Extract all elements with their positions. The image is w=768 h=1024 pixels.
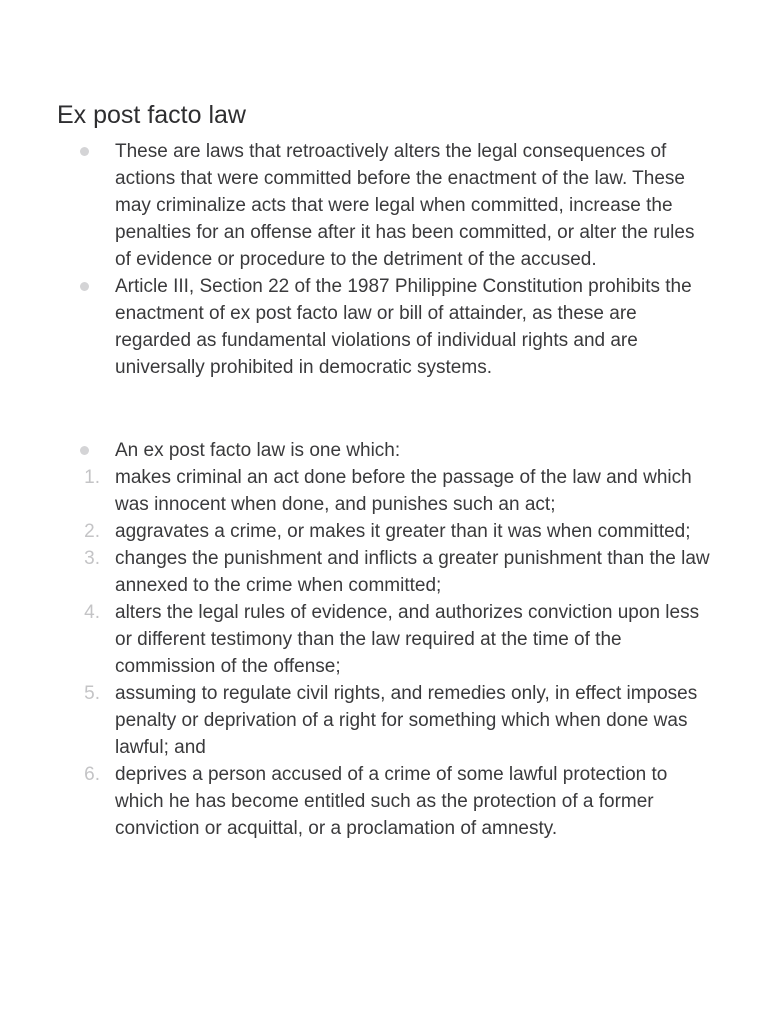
- numbered-item[interactable]: [0, 518, 715, 545]
- bullet-item[interactable]: [0, 273, 715, 381]
- bullet-list-intro: [0, 437, 768, 464]
- item-number: 5.: [84, 683, 100, 704]
- numbered-item[interactable]: [0, 545, 715, 599]
- item-text: assuming to regulate civil rights, and remedies only, in effect imposes penalty or deprivation of a right for something which when done was lawful; and: [115, 683, 698, 758]
- bullet-text: These are laws that retroactively alters the legal consequences of actions that were committed before the enactment of the law. These may criminalize acts that were legal when committed, increase the penalties for an offense after it has been committed, or alter the rules of evidence or procedure to the detriment of the accused.: [115, 141, 695, 270]
- item-text: makes criminal an act done before the passage of the law and which was innocent when done, and punishes such an act;: [115, 467, 692, 515]
- bullet-item[interactable]: [0, 437, 715, 464]
- bullet-text: Article III, Section 22 of the 1987 Philippine Constitution prohibits the enactment of ex post facto law or bill of attainder, as these are regarded as fundamental violations of individual rights and are universally prohibited in democratic systems.: [115, 276, 692, 378]
- item-text: aggravates a crime, or makes it greater than it was when committed;: [115, 521, 691, 542]
- numbered-list: [0, 464, 768, 842]
- item-number: 6.: [84, 764, 100, 785]
- numbered-item[interactable]: [0, 761, 715, 842]
- item-text: alters the legal rules of evidence, and authorizes conviction upon less or different testimony than the law required at the time of the commission of the offense;: [115, 602, 700, 677]
- item-number: 4.: [84, 602, 100, 623]
- numbered-item[interactable]: [0, 680, 715, 761]
- bullet-list: [0, 138, 768, 381]
- numbered-item[interactable]: [0, 464, 715, 518]
- bullet-dot-icon: [80, 446, 89, 455]
- bullet-item[interactable]: [0, 138, 715, 273]
- bullet-dot-icon: [80, 282, 89, 291]
- numbered-item[interactable]: [0, 599, 715, 680]
- item-text: deprives a person accused of a crime of some lawful protection to which he has become entitled such as the protection of a former conviction or acquittal, or a proclamation of amnesty.: [115, 764, 668, 839]
- item-text: changes the punishment and inflicts a greater punishment than the law annexed to the crime when committed;: [115, 548, 710, 596]
- bullet-dot-icon: [80, 147, 89, 156]
- item-number: 3.: [84, 548, 100, 569]
- bullet-text: An ex post facto law is one which:: [115, 440, 401, 461]
- item-number: 2.: [84, 521, 100, 542]
- note-title[interactable]: Ex post facto law: [57, 101, 246, 129]
- item-number: 1.: [84, 467, 100, 488]
